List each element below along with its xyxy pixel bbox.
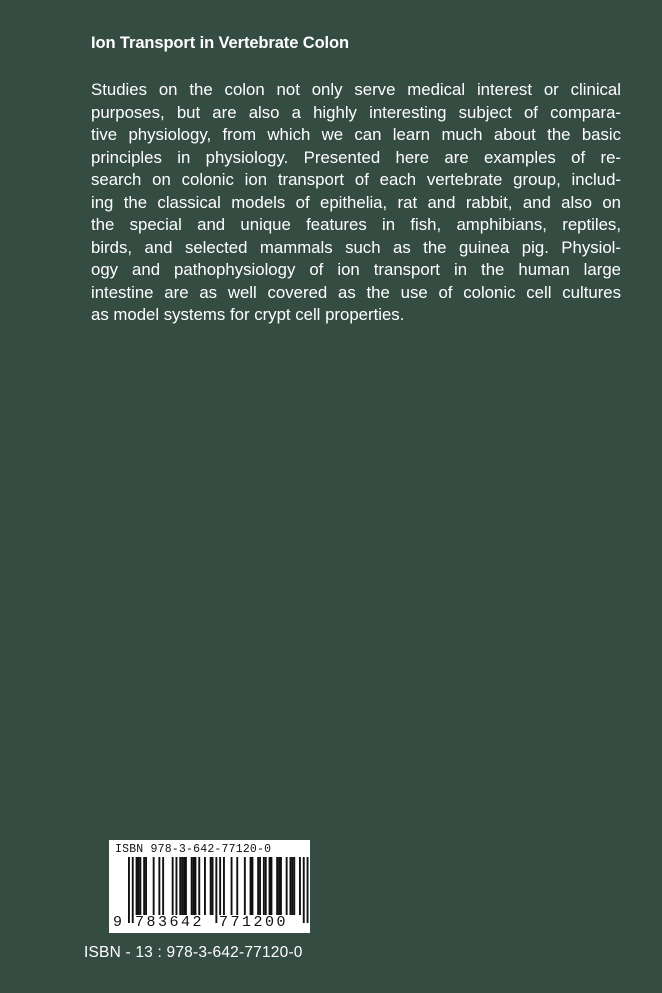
barcode-bar xyxy=(212,857,214,915)
barcode-bar xyxy=(143,857,145,915)
barcode-bar xyxy=(231,857,233,915)
barcode xyxy=(109,840,310,933)
barcode-bar xyxy=(276,857,278,915)
barcode-bar xyxy=(263,857,265,915)
barcode-bar xyxy=(278,857,280,915)
barcode-bar xyxy=(153,857,155,915)
barcode-bar xyxy=(286,857,288,915)
barcode-guard-bar xyxy=(303,857,305,923)
barcode-bar xyxy=(193,857,195,915)
description-line: ing the classical models of epithelia, rat and rabbit, and also on xyxy=(91,192,621,212)
barcode-bar xyxy=(176,857,178,915)
barcode-digits-right: 771200 xyxy=(219,914,289,931)
barcode-bar xyxy=(259,857,261,915)
barcode-guard-bar xyxy=(307,857,309,923)
book-description xyxy=(91,79,621,327)
barcode-bar xyxy=(183,857,185,915)
barcode-bar xyxy=(236,857,238,915)
barcode-bar xyxy=(271,857,273,915)
barcode-bar xyxy=(252,857,254,915)
barcode-bar xyxy=(181,857,183,915)
barcode-bar xyxy=(257,857,259,915)
barcode-bar xyxy=(223,857,225,915)
description-line: as model systems for crypt cell properties. xyxy=(91,305,405,324)
barcode-bar xyxy=(172,857,174,915)
book-title: Ion Transport in Vertebrate Colon xyxy=(91,34,349,52)
barcode-digits-left: 783642 xyxy=(135,914,205,931)
description-line: ogy and pathophysiology of ion transport in the human large xyxy=(91,260,621,279)
barcode-guard-bar xyxy=(128,857,130,923)
barcode-bar xyxy=(185,857,187,915)
description-line: tive physiology, from which we can learn much about the basic xyxy=(91,125,621,144)
barcode-bar xyxy=(191,857,193,915)
barcode-bar xyxy=(179,857,181,915)
barcode-bar xyxy=(265,857,267,915)
description-line: purposes, but are also a highly interesting subject of compara- xyxy=(91,102,621,122)
barcode-digit-first: 9 xyxy=(113,914,123,931)
barcode-bar xyxy=(269,857,271,915)
barcode-bar xyxy=(136,857,138,915)
description-line: the special and unique features in fish, amphibians, reptiles, xyxy=(91,215,621,234)
barcode-bar xyxy=(162,857,164,915)
barcode-guard-bar xyxy=(132,857,134,923)
barcode-bar xyxy=(145,857,147,915)
barcode-bar xyxy=(158,857,160,915)
barcode-bar xyxy=(210,857,212,915)
barcode-bar xyxy=(250,857,252,915)
barcode-bar xyxy=(138,857,140,915)
description-line: Studies on the colon not only serve medical interest or clinical xyxy=(91,80,621,99)
barcode-bar xyxy=(198,857,200,915)
barcode-bar xyxy=(139,857,141,915)
barcode-bar xyxy=(204,857,206,915)
description-line: principles in physiology. Presented here are examples of re- xyxy=(91,147,621,167)
barcode-bar xyxy=(280,857,282,915)
isbn-13-line: ISBN - 13 : 978-3-642-77120-0 xyxy=(84,944,303,961)
barcode-bar xyxy=(293,857,295,915)
barcode-bar xyxy=(291,857,293,915)
barcode-guard-bar xyxy=(215,857,217,923)
barcode-bar xyxy=(195,857,197,915)
description-line: birds, and selected mammals such as the guinea pig. Physiol- xyxy=(91,237,621,257)
barcode-bar xyxy=(299,857,301,915)
description-line: search on colonic ion transport of each vertebrate group, includ- xyxy=(91,170,621,189)
barcode-isbn-label: ISBN 978-3-642-77120-0 xyxy=(115,843,272,856)
barcode-bar xyxy=(290,857,292,915)
barcode-bar xyxy=(244,857,246,915)
description-line: intestine are as well covered as the use of colonic cell cultures xyxy=(91,282,621,302)
